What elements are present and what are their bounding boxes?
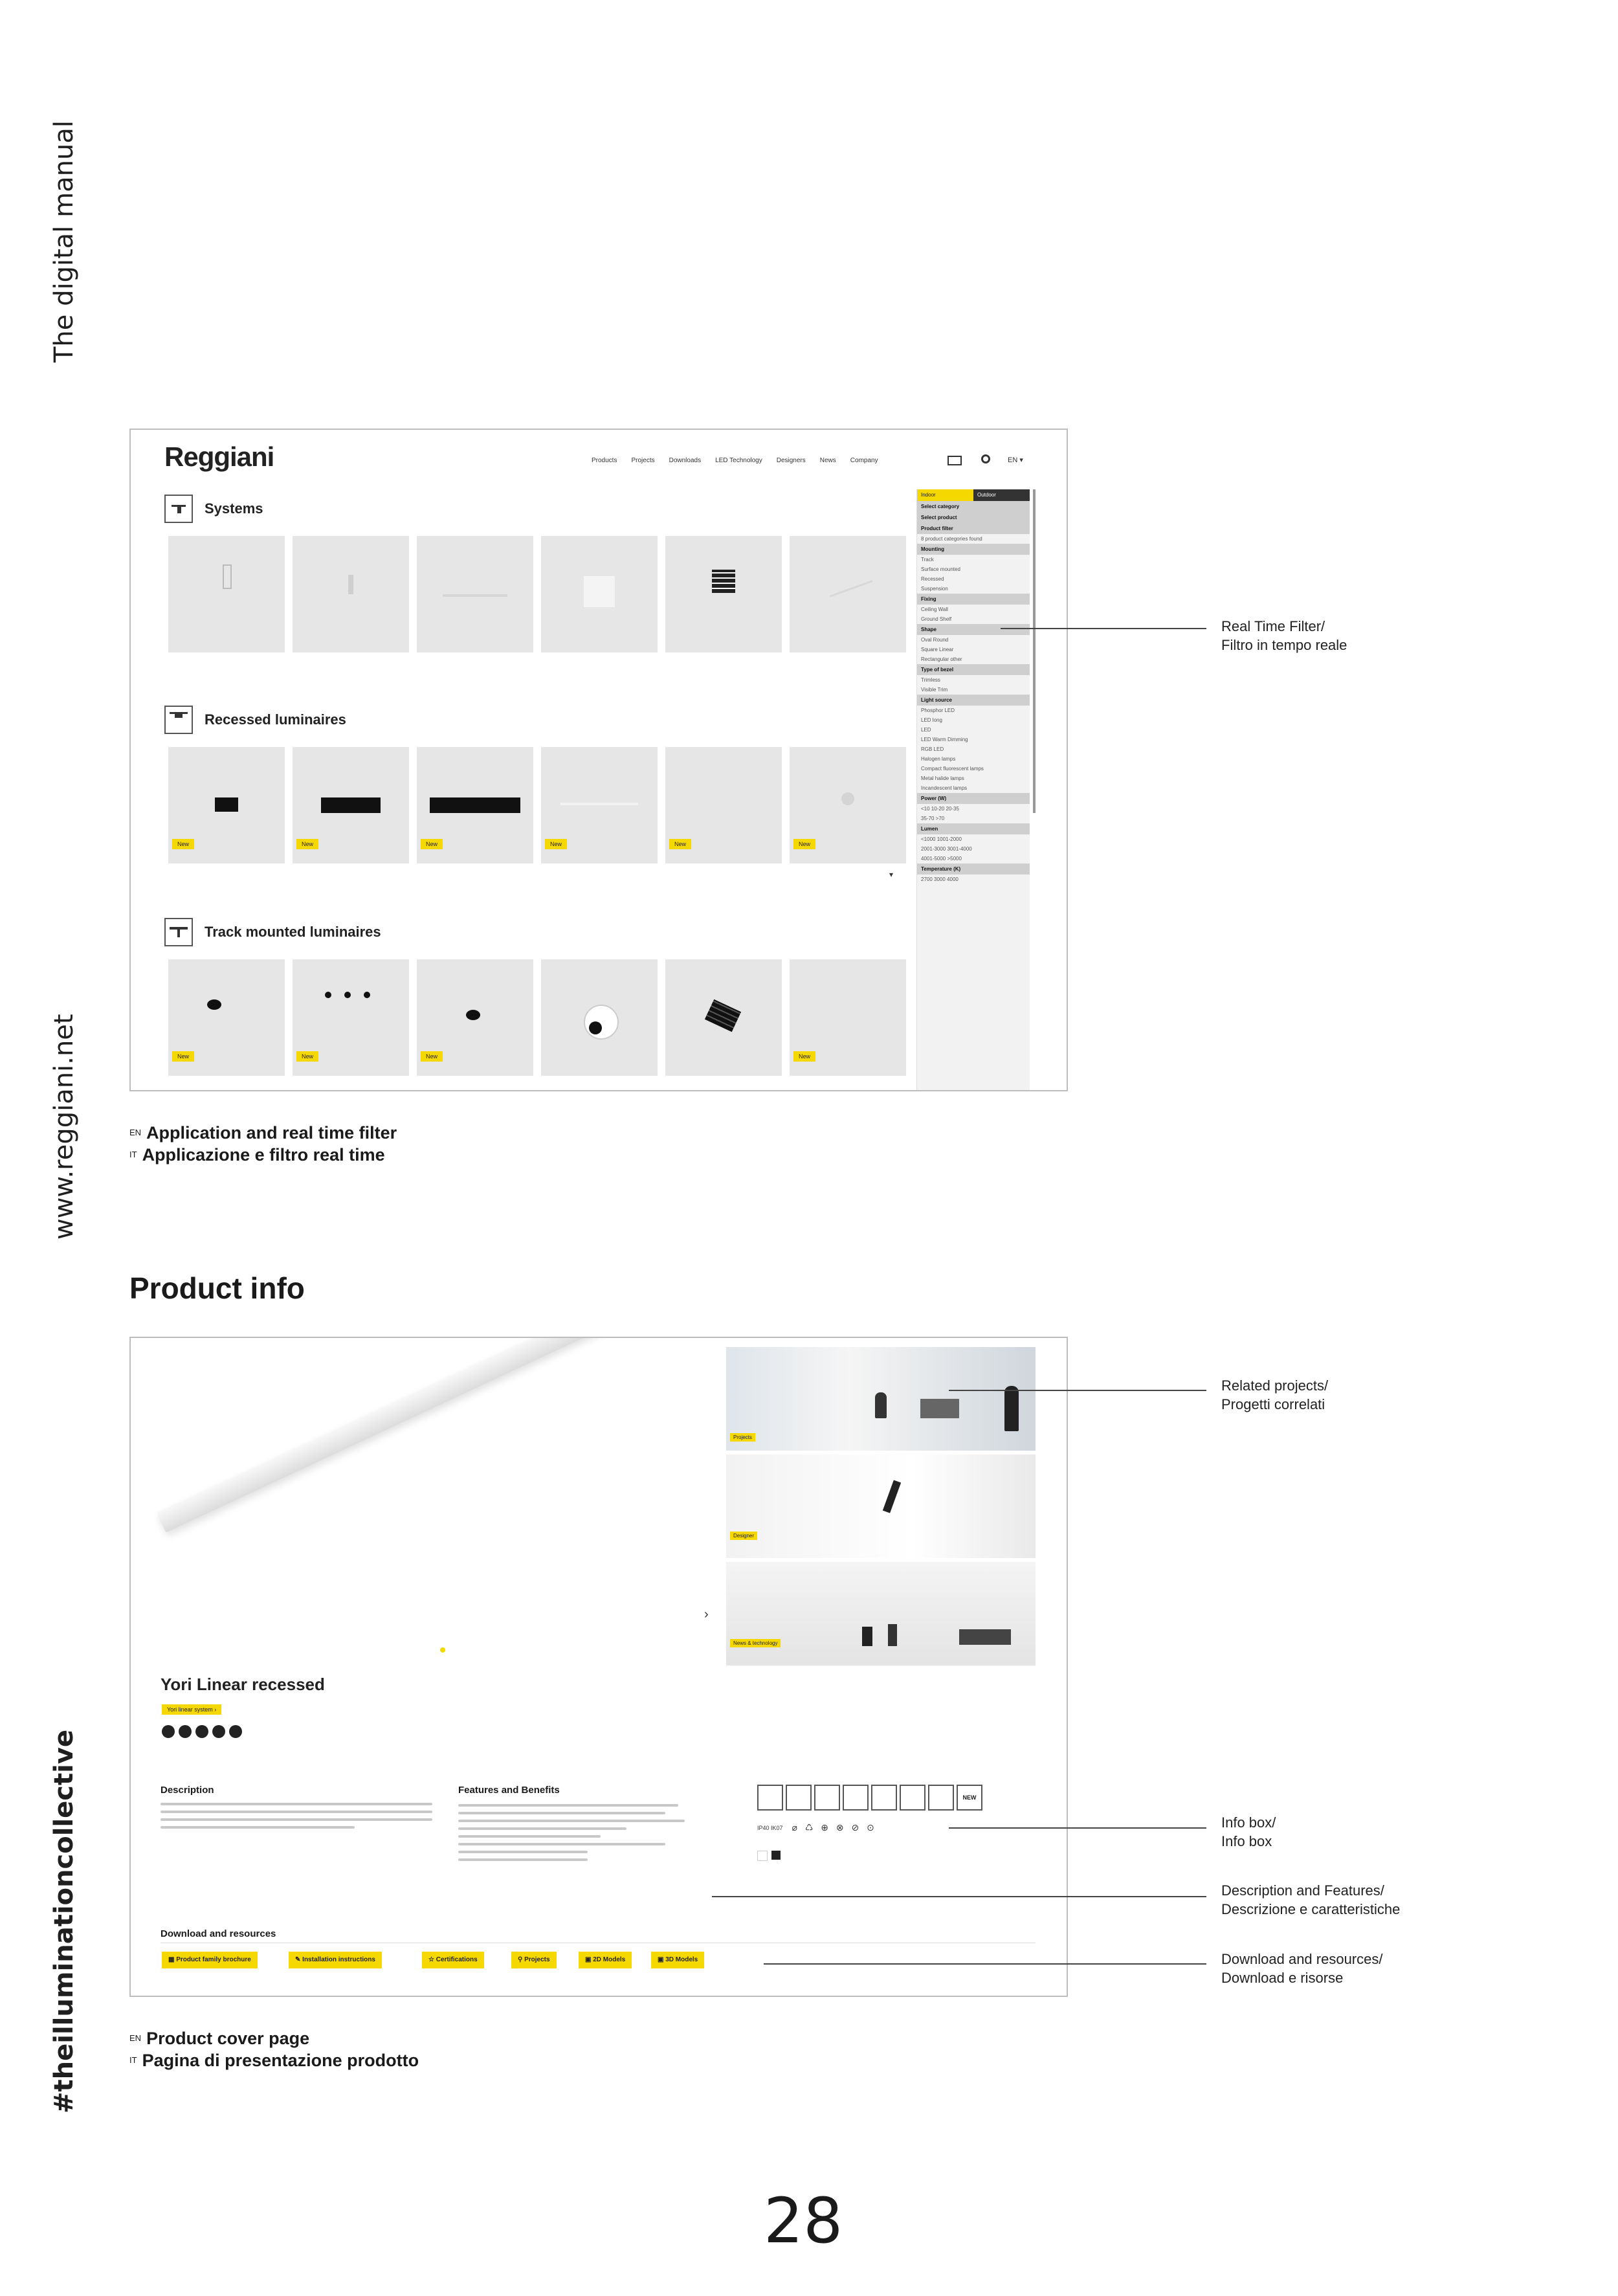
screenshot-product-info <box>129 1337 1068 1997</box>
certifications-button[interactable] <box>422 1952 484 1968</box>
beam-angle-icon <box>814 1785 840 1811</box>
product-tile[interactable] <box>541 536 658 652</box>
track-icon <box>164 918 193 946</box>
nav-item[interactable]: Designers <box>776 457 806 464</box>
filter-scrollbar[interactable] <box>1033 489 1036 813</box>
nav-item[interactable]: LED Technology <box>715 457 762 464</box>
brochure-icon: ▦ <box>168 1956 177 1963</box>
product-tile[interactable] <box>168 747 285 864</box>
product-tile[interactable] <box>168 536 285 652</box>
filter-section-header[interactable]: Light source <box>917 695 1030 706</box>
manual-title: The digital manual <box>49 120 79 362</box>
annotation-it: Info box <box>1221 1833 1272 1849</box>
product-tile[interactable] <box>665 959 782 1076</box>
light-distribution-icon <box>900 1785 925 1811</box>
product-tile[interactable] <box>790 747 906 864</box>
product-tile[interactable] <box>790 536 906 652</box>
caption-en: Application and real time filter <box>146 1123 397 1142</box>
new-badge: New <box>296 1051 318 1062</box>
description-title: Description <box>161 1785 214 1796</box>
filter-section-header[interactable]: Shape <box>917 624 1030 635</box>
projects-button[interactable] <box>511 1952 557 1968</box>
new-badge: New <box>296 839 318 849</box>
category-title-systems <box>164 495 263 523</box>
filter-option[interactable]: Oval Round <box>921 637 949 643</box>
annotation-line <box>712 1896 1206 1897</box>
filter-option[interactable]: 35-70 >70 <box>921 816 945 821</box>
category-title-text: Recessed luminaires <box>205 711 346 728</box>
filter-option[interactable]: Visible Trim <box>921 687 948 693</box>
filter-section-header[interactable]: Temperature (K) <box>917 864 1030 875</box>
filter-option[interactable]: Track <box>921 557 934 563</box>
pin-icon: ⚲ <box>518 1956 525 1963</box>
annotation-line <box>949 1827 1206 1829</box>
category-title-text: Systems <box>205 500 263 517</box>
features-list <box>458 1804 691 1866</box>
website-url: www.reggiani.net <box>49 1014 79 1240</box>
systems-icon <box>164 495 193 523</box>
button-label: Certifications <box>436 1956 478 1963</box>
annotation-real-time-filter <box>1221 617 1347 654</box>
annotation-download-resources <box>1221 1950 1382 1987</box>
filter-option[interactable]: Phosphor LED <box>921 708 955 713</box>
caption-product-cover <box>129 2027 419 2071</box>
pinterest-icon[interactable] <box>195 1725 208 1738</box>
ip-rating: IP40 IK07 <box>757 1824 783 1831</box>
annotation-line <box>764 1963 1206 1965</box>
product-name: Yori Linear recessed <box>161 1675 325 1694</box>
filter-section-header[interactable]: Product filter <box>917 523 1030 534</box>
annotation-related-projects <box>1221 1376 1328 1414</box>
annotation-en: Download and resources/ <box>1221 1951 1383 1967</box>
dimming-icon <box>871 1785 897 1811</box>
annotation-line <box>1001 628 1206 629</box>
social-icons <box>162 1725 242 1738</box>
filter-option[interactable]: 4001-5000 >5000 <box>921 856 962 862</box>
search-icon[interactable] <box>981 454 990 463</box>
filter-option[interactable]: Surface mounted <box>921 566 960 572</box>
product-tile[interactable] <box>665 536 782 652</box>
product-tile[interactable] <box>417 536 533 652</box>
new-badge: New <box>545 839 567 849</box>
filter-option[interactable]: <10 10-20 20-35 <box>921 806 959 812</box>
thumb-designer[interactable] <box>726 1455 1036 1558</box>
description-text <box>161 1803 439 1834</box>
category-title-track <box>164 918 381 946</box>
annotation-en: Related projects/ <box>1221 1377 1329 1394</box>
filter-option[interactable]: Recessed <box>921 576 944 582</box>
filter-option[interactable]: Compact fluorescent lamps <box>921 766 984 772</box>
system-tag[interactable]: Yori linear system › <box>162 1704 221 1715</box>
annotation-it: Progetti correlati <box>1221 1396 1325 1412</box>
lang-tag-en: EN <box>129 2033 142 2043</box>
twitter-icon[interactable] <box>179 1725 192 1738</box>
new-badge: New <box>421 1051 443 1062</box>
button-label: 2D Models <box>593 1956 626 1963</box>
page-number: 28 <box>764 2185 843 2257</box>
filter-option[interactable]: Ceiling Wall <box>921 607 948 612</box>
product-tile[interactable] <box>417 959 533 1076</box>
lang-tag-en: EN <box>129 1128 142 1137</box>
linkedin-icon[interactable] <box>212 1725 225 1738</box>
nav-item[interactable]: Products <box>592 457 617 464</box>
download-title: Download and resources <box>161 1928 276 1939</box>
model-icon: ▣ <box>585 1956 593 1963</box>
model-icon: ▣ <box>658 1956 666 1963</box>
nav-item[interactable]: Downloads <box>669 457 702 464</box>
thumb-projects[interactable] <box>726 1347 1036 1451</box>
filter-section-header[interactable]: Mounting <box>917 544 1030 555</box>
filter-option[interactable]: Trimless <box>921 677 940 683</box>
caption-en: Product cover page <box>146 2029 310 2048</box>
new-badge: New <box>793 839 815 849</box>
tab-indoor[interactable]: Indoor <box>917 489 973 501</box>
caption-application <box>129 1122 397 1166</box>
star-icon: ☆ <box>428 1956 436 1963</box>
filter-section-header[interactable]: Fixing <box>917 594 1030 605</box>
button-label: Product family brochure <box>176 1956 251 1963</box>
annotation-en: Description and Features/ <box>1221 1882 1384 1899</box>
annotation-info-box <box>1221 1813 1276 1851</box>
section-title: Product info <box>129 1271 305 1305</box>
product-tile[interactable] <box>541 747 658 864</box>
product-tile[interactable] <box>417 747 533 864</box>
product-tile[interactable] <box>790 959 906 1076</box>
color-swatch-white[interactable] <box>757 1851 768 1861</box>
real-time-filter-panel <box>916 489 1030 1090</box>
filter-option[interactable]: Metal halide lamps <box>921 775 964 781</box>
category-title-text: Track mounted luminaires <box>205 924 381 940</box>
mail-icon[interactable] <box>948 456 962 465</box>
thumb-news-technology[interactable] <box>726 1562 1036 1666</box>
button-label: 3D Models <box>665 1956 698 1963</box>
new-badge: New <box>172 839 194 849</box>
thumb-label: News & technology <box>730 1639 781 1647</box>
annotation-line <box>949 1390 1206 1391</box>
filter-option[interactable]: 2001-3000 3001-4000 <box>921 846 972 852</box>
product-tile[interactable] <box>665 747 782 864</box>
new-product-badge <box>957 1785 982 1811</box>
lumen-output-icon <box>843 1785 869 1811</box>
filter-section-header[interactable]: Lumen <box>917 823 1030 834</box>
product-tile[interactable] <box>293 747 409 864</box>
new-badge: New <box>421 839 443 849</box>
language-selector[interactable]: EN ▾ <box>1008 456 1023 464</box>
caption-it: Applicazione e filtro real time <box>142 1145 385 1165</box>
filter-option[interactable]: 8 product categories found <box>921 536 982 542</box>
system-tag-text: Yori linear system <box>167 1706 213 1713</box>
filter-option[interactable]: Square Linear <box>921 647 954 652</box>
button-label: Installation instructions <box>302 1956 375 1963</box>
wrench-icon: ✎ <box>295 1956 303 1963</box>
new-badge: New <box>669 839 691 849</box>
language-code: EN <box>1008 456 1018 464</box>
product-tile[interactable] <box>168 959 285 1076</box>
filter-option[interactable]: Rectangular other <box>921 656 962 662</box>
recessed-icon <box>164 706 193 734</box>
lang-tag-it: IT <box>129 1150 137 1159</box>
reggiani-logo: Reggiani <box>164 441 274 472</box>
filter-option[interactable]: <1000 1001-2000 <box>921 836 962 842</box>
thumb-label: Projects <box>730 1433 755 1442</box>
filter-section-header[interactable]: Select category <box>917 501 1030 512</box>
caption-it: Pagina di presentazione prodotto <box>142 2051 419 2070</box>
certification-icons: ⌀ ♺ ⊕ ⊗ ⊘ ⊙ <box>792 1822 877 1833</box>
luminaire-hero-image <box>157 1337 811 1533</box>
filter-option[interactable]: Halogen lamps <box>921 756 956 762</box>
annotation-it: Download e risorse <box>1221 1970 1344 1986</box>
filter-section-header[interactable]: Select product <box>917 512 1030 523</box>
annotation-it: Filtro in tempo reale <box>1221 637 1347 653</box>
scroll-down-icon[interactable]: ▾ <box>889 870 894 879</box>
nav-item[interactable]: Projects <box>631 457 655 464</box>
efficiency-icon <box>928 1785 954 1811</box>
brochure-button[interactable] <box>162 1952 258 1968</box>
lang-tag-it: IT <box>129 2055 137 2065</box>
facebook-icon[interactable] <box>162 1725 175 1738</box>
category-title-recessed <box>164 706 346 734</box>
next-arrow-icon[interactable]: › <box>704 1607 709 1622</box>
features-title: Features and Benefits <box>458 1785 560 1796</box>
product-tile[interactable] <box>293 959 409 1076</box>
annotation-en: Info box/ <box>1221 1814 1276 1831</box>
certification-marks <box>757 1822 877 1833</box>
annotation-it: Descrizione e caratteristiche <box>1221 1901 1401 1917</box>
3d-models-button[interactable] <box>651 1952 704 1968</box>
nav-item[interactable]: Company <box>850 457 878 464</box>
tab-outdoor[interactable]: Outdoor <box>973 489 1030 501</box>
filter-option[interactable]: Incandescent lamps <box>921 785 968 791</box>
email-share-icon[interactable] <box>229 1725 242 1738</box>
color-swatch-black[interactable] <box>771 1851 781 1860</box>
main-nav <box>577 457 878 464</box>
filter-option[interactable]: LED <box>921 727 931 733</box>
thumb-label: Designer <box>730 1532 757 1540</box>
button-label: Projects <box>524 1956 550 1963</box>
hashtag: #theilluminationcollective <box>49 1730 79 2113</box>
screenshot-application-filter <box>129 429 1068 1091</box>
filter-option[interactable]: LED Warm Dimming <box>921 737 968 742</box>
filter-option[interactable]: RGB LED <box>921 746 944 752</box>
yellow-dot <box>440 1647 445 1653</box>
filter-option[interactable]: 2700 3000 4000 <box>921 876 959 882</box>
installation-button[interactable] <box>289 1952 382 1968</box>
annotation-en: Real Time Filter/ <box>1221 618 1325 634</box>
new-badge: New <box>172 1051 194 1062</box>
filter-option[interactable]: LED long <box>921 717 942 723</box>
recessed-mount-icon <box>757 1785 783 1811</box>
filter-option[interactable]: Suspension <box>921 586 948 592</box>
product-tile[interactable] <box>541 959 658 1076</box>
new-badge-text: NEW <box>962 1794 977 1801</box>
fixture-type-icon <box>786 1785 812 1811</box>
new-badge: New <box>793 1051 815 1062</box>
nav-item[interactable]: News <box>819 457 836 464</box>
2d-models-button[interactable] <box>579 1952 632 1968</box>
filter-section-header[interactable]: Power (W) <box>917 793 1030 804</box>
annotation-description-features <box>1221 1881 1400 1919</box>
product-tile[interactable] <box>293 536 409 652</box>
filter-rows <box>917 501 1030 884</box>
filter-section-header[interactable]: Type of bezel <box>917 664 1030 675</box>
filter-option[interactable]: Ground Shelf <box>921 616 952 622</box>
